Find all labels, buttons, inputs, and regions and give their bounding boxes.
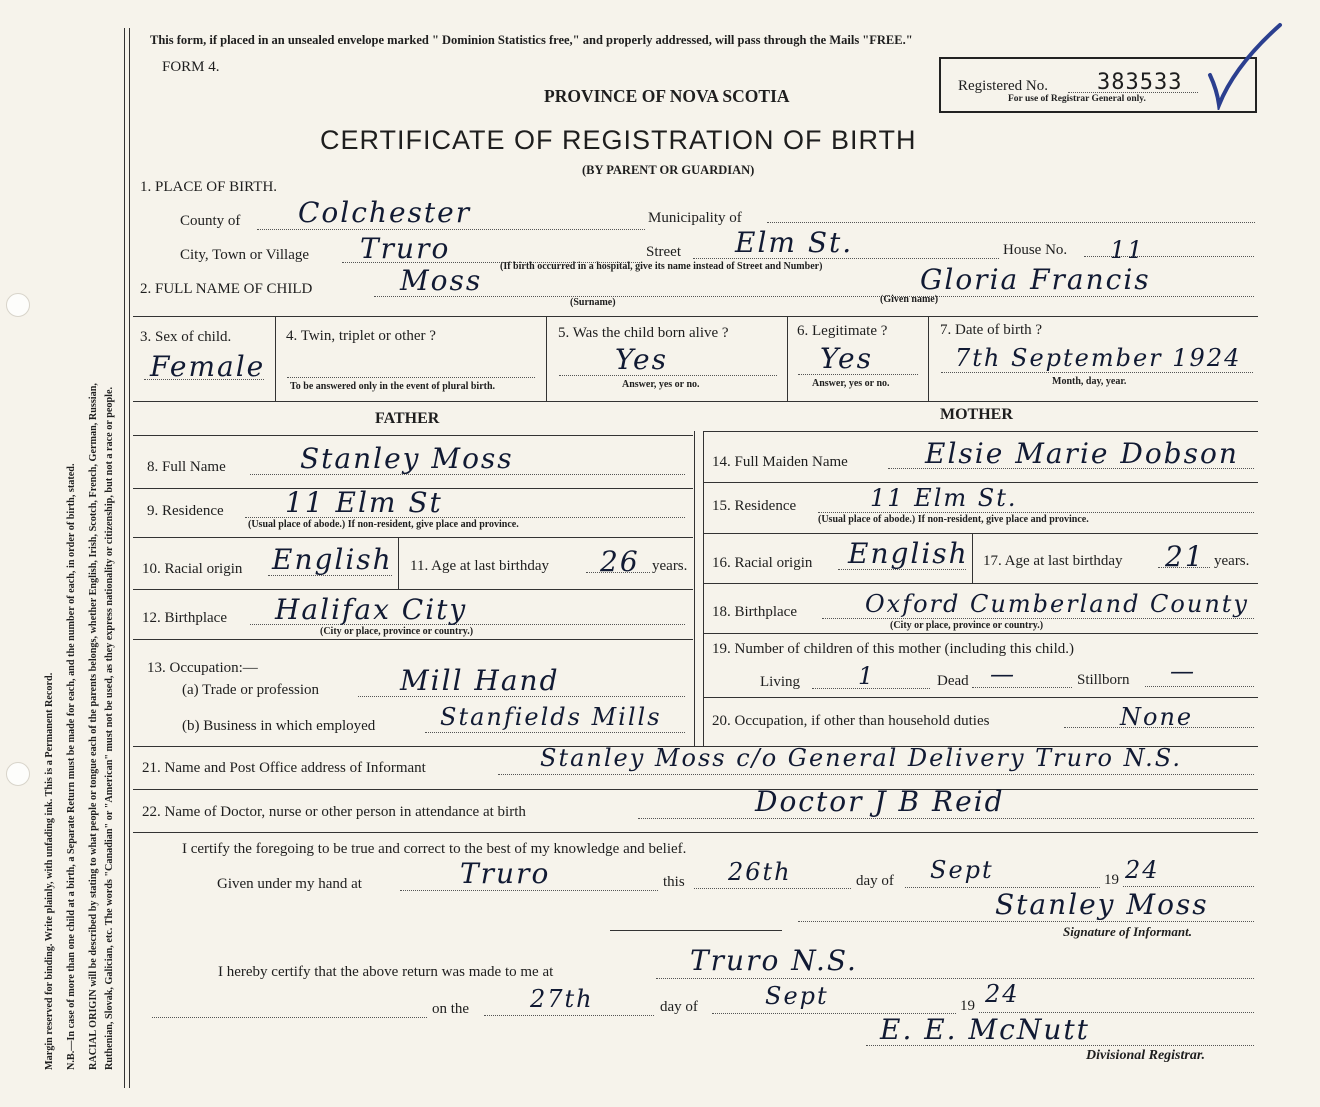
- hospital-note: (If birth occurred in a hospital, give its name instead of Street and Number): [500, 261, 823, 272]
- informant-signature: Stanley Moss: [995, 888, 1209, 921]
- rule: [133, 789, 1258, 790]
- father-business-line: [425, 732, 685, 733]
- registrar-year-prefix: 19: [960, 998, 975, 1014]
- registrar-day-of-label: day of: [660, 999, 698, 1015]
- twin-line: [287, 377, 535, 378]
- mother-birthplace-note: (City or place, province or country.): [890, 620, 1044, 631]
- rule: [694, 431, 695, 747]
- municipality-label: Municipality of: [648, 210, 742, 226]
- city-label: City, Town or Village: [180, 247, 310, 263]
- mother-residence-value: 11 Elm St.: [870, 484, 1018, 512]
- living-value: 1: [858, 662, 876, 690]
- given-label: Given under my hand at: [217, 876, 362, 892]
- rule: [787, 316, 788, 401]
- twin-label: 4. Twin, triplet or other ?: [286, 328, 436, 344]
- legitimate-label: 6. Legitimate ?: [797, 323, 888, 339]
- mother-birthplace-value: Oxford Cumberland County: [865, 590, 1249, 618]
- side-note-racial-origin: RACIAL ORIGIN will be described by stating to what people or tongue each of the parents belongs, whether English, Irish, Scotch, French, German, Russian,: [88, 383, 99, 1070]
- margin-rule: [129, 28, 130, 1088]
- registrar-day-line: [484, 1015, 654, 1016]
- rule: [928, 316, 929, 401]
- rule: [703, 633, 1258, 634]
- father-birthplace-label: 12. Birthplace: [142, 610, 227, 626]
- stillborn-line: [1145, 686, 1254, 687]
- father-name-value: Stanley Moss: [300, 442, 514, 475]
- dob-line: [941, 372, 1253, 373]
- rule: [398, 537, 399, 589]
- given-place-value: Truro: [460, 857, 551, 890]
- registrar-place-line: [656, 978, 1254, 979]
- rule: [703, 583, 1258, 584]
- rule: [275, 316, 276, 401]
- doctor-line: [638, 818, 1254, 819]
- doctor-value: Doctor J B Reid: [755, 785, 1005, 818]
- rule: [133, 589, 693, 590]
- rule: [703, 431, 704, 747]
- father-age-unit: years.: [652, 558, 688, 574]
- father-heading: FATHER: [375, 410, 440, 427]
- surname-caption: (Surname): [570, 297, 616, 308]
- father-race-value: English: [272, 543, 393, 576]
- mother-occupation-value: None: [1120, 703, 1194, 731]
- mother-residence-line: [818, 512, 1254, 513]
- mother-race-label: 16. Racial origin: [712, 555, 813, 571]
- page-title: CERTIFICATE OF REGISTRATION OF BIRTH: [320, 125, 917, 155]
- alive-note: Answer, yes or no.: [622, 379, 700, 390]
- day-of-label: day of: [856, 873, 894, 889]
- rule: [703, 431, 1258, 432]
- house-label: House No.: [1003, 242, 1068, 258]
- rule: [133, 832, 1258, 833]
- stillborn-label: Stillborn: [1077, 672, 1130, 688]
- place-heading: 1. PLACE OF BIRTH.: [140, 179, 278, 195]
- registered-number: 383533: [1097, 70, 1183, 95]
- city-value: Truro: [360, 232, 451, 265]
- street-label: Street: [646, 244, 681, 260]
- county-value: Colchester: [298, 196, 472, 229]
- registrar-place-value: Truro N.S.: [690, 944, 858, 977]
- dead-value: —: [990, 660, 1016, 688]
- sex-label: 3. Sex of child.: [140, 329, 232, 345]
- father-trade-value: Mill Hand: [400, 664, 560, 697]
- mother-birthplace-line: [822, 618, 1254, 619]
- binding-hole: [6, 762, 30, 786]
- rule: [972, 533, 973, 583]
- child-surname: Moss: [400, 264, 483, 297]
- legitimate-value: Yes: [820, 342, 873, 375]
- mother-age-value: 21: [1165, 540, 1205, 573]
- registrar-note: For use of Registrar General only.: [1008, 94, 1146, 104]
- mother-name-label: 14. Full Maiden Name: [712, 454, 848, 470]
- province-title: PROVINCE OF NOVA SCOTIA: [544, 86, 790, 106]
- rule: [133, 639, 693, 640]
- child-name-label: 2. FULL NAME OF CHILD: [140, 281, 313, 297]
- children-count-label: 19. Number of children of this mother (including this child.): [712, 641, 1075, 657]
- rule: [703, 482, 1258, 483]
- certify-year-value: 24: [1125, 856, 1160, 884]
- page-subtitle: (BY PARENT OR GUARDIAN): [582, 163, 755, 177]
- living-label: Living: [760, 674, 800, 690]
- doctor-label: 22. Name of Doctor, nurse or other person in attendance at birth: [142, 804, 526, 820]
- form-number: FORM 4.: [162, 59, 220, 75]
- father-birthplace-value: Halifax City: [275, 593, 468, 626]
- rule: [133, 537, 693, 538]
- certify-statement: I certify the foregoing to be true and correct to the best of my knowledge and belief.: [182, 841, 687, 857]
- mother-birthplace-label: 18. Birthplace: [712, 604, 797, 620]
- father-business-value: Stanfields Mills: [440, 703, 662, 731]
- rule: [703, 533, 1258, 534]
- twin-note: To be answered only in the event of plural birth.: [290, 381, 496, 392]
- rule: [610, 930, 782, 931]
- on-the-pre-line: [152, 1017, 427, 1018]
- given-line: [400, 890, 658, 891]
- margin-rule: [124, 28, 125, 1088]
- registrar-statement: I hereby certify that the above return was made to me at: [218, 964, 554, 980]
- mother-residence-note: (Usual place of abode.) If non-resident, give place and province.: [818, 514, 1089, 525]
- registered-label: Registered No.: [958, 78, 1048, 94]
- mail-note: This form, if placed in an unsealed envelope marked " Dominion Statistics free," and properly addressed, will pass through the Mails "FREE.": [150, 33, 913, 47]
- county-line: [257, 229, 645, 230]
- father-race-label: 10. Racial origin: [142, 561, 243, 577]
- informant-label: 21. Name and Post Office address of Informant: [142, 760, 426, 776]
- dob-label: 7. Date of birth ?: [940, 322, 1043, 338]
- father-trade-label: (a) Trade or profession: [182, 682, 320, 698]
- child-name-line: [374, 296, 1254, 297]
- side-note-multiple-births: N.B.—In case of more than one child at a birth, a Separate Return must be made for each, and the number of each, in order of birth, stated.: [66, 463, 77, 1070]
- certify-day-value: 26th: [728, 858, 792, 886]
- year-prefix: 19: [1104, 872, 1119, 888]
- mother-age-label: 17. Age at last birthday: [983, 553, 1123, 569]
- this-label: this: [663, 874, 685, 890]
- dead-label: Dead: [937, 673, 969, 689]
- on-the-label: on the: [432, 1001, 470, 1017]
- alive-value: Yes: [615, 343, 668, 376]
- dead-line: [972, 687, 1072, 688]
- rule: [133, 435, 693, 436]
- mother-age-unit: years.: [1214, 553, 1250, 569]
- legitimate-note: Answer, yes or no.: [812, 378, 890, 389]
- father-residence-note: (Usual place of abode.) If non-resident, give place and province.: [248, 519, 519, 530]
- dob-note: Month, day, year.: [1052, 376, 1127, 387]
- registrar-signature: E. E. McNutt: [880, 1013, 1090, 1046]
- registrar-caption: Divisional Registrar.: [1086, 1048, 1206, 1063]
- father-residence-label: 9. Residence: [147, 503, 224, 519]
- municipality-line: [767, 222, 1255, 223]
- rule: [133, 316, 1258, 317]
- mother-race-value: English: [848, 537, 969, 570]
- house-value: 11: [1110, 236, 1145, 264]
- father-age-value: 26: [600, 545, 640, 578]
- father-birthplace-note: (City or place, province or country.): [320, 626, 474, 637]
- day-line: [694, 888, 851, 889]
- stillborn-value: —: [1170, 657, 1196, 685]
- father-name-label: 8. Full Name: [147, 459, 226, 475]
- father-age-label: 11. Age at last birthday: [410, 558, 549, 574]
- dob-value: 7th September 1924: [955, 344, 1242, 372]
- signature-caption: Signature of Informant.: [1063, 924, 1192, 939]
- mother-residence-label: 15. Residence: [712, 498, 797, 514]
- year-line: [1123, 886, 1254, 887]
- certify-month-value: Sept: [930, 856, 994, 884]
- rule: [703, 697, 1258, 698]
- registrar-day-value: 27th: [530, 985, 594, 1013]
- alive-label: 5. Was the child born alive ?: [558, 325, 729, 341]
- rule: [546, 316, 547, 401]
- registrar-month-value: Sept: [765, 982, 829, 1010]
- binding-hole: [6, 293, 30, 317]
- county-label: County of: [180, 213, 241, 229]
- father-business-label: (b) Business in which employed: [182, 718, 376, 734]
- father-residence-value: 11 Elm St: [285, 486, 443, 519]
- rule: [133, 401, 1258, 402]
- check-mark-icon: [1205, 20, 1285, 110]
- registrar-year-value: 24: [985, 980, 1020, 1008]
- side-note-racial-origin-cont: Ruthenian, Slovak, Galician, etc. The words "Canadian" or "American" must not be used, as they express nationality or citizenship, but not a race or people.: [104, 386, 115, 1070]
- father-occupation-label: 13. Occupation:—: [147, 660, 258, 676]
- side-note-binding: Margin reserved for binding. Write plainly, with unfading ink. This is a Permanent Record.: [44, 672, 55, 1070]
- sex-value: Female: [150, 350, 266, 383]
- mother-name-value: Elsie Marie Dobson: [925, 437, 1239, 470]
- informant-value: Stanley Moss c/o General Delivery Truro N.S.: [540, 744, 1182, 772]
- given-caption: (Given name): [880, 294, 939, 305]
- signature-line: [798, 921, 1254, 922]
- alive-line: [559, 375, 777, 376]
- child-given-name: Gloria Francis: [920, 263, 1151, 296]
- informant-line: [498, 774, 1254, 775]
- street-value: Elm St.: [735, 226, 854, 259]
- mother-heading: MOTHER: [940, 406, 1013, 423]
- mother-occupation-label: 20. Occupation, if other than household duties: [712, 713, 990, 729]
